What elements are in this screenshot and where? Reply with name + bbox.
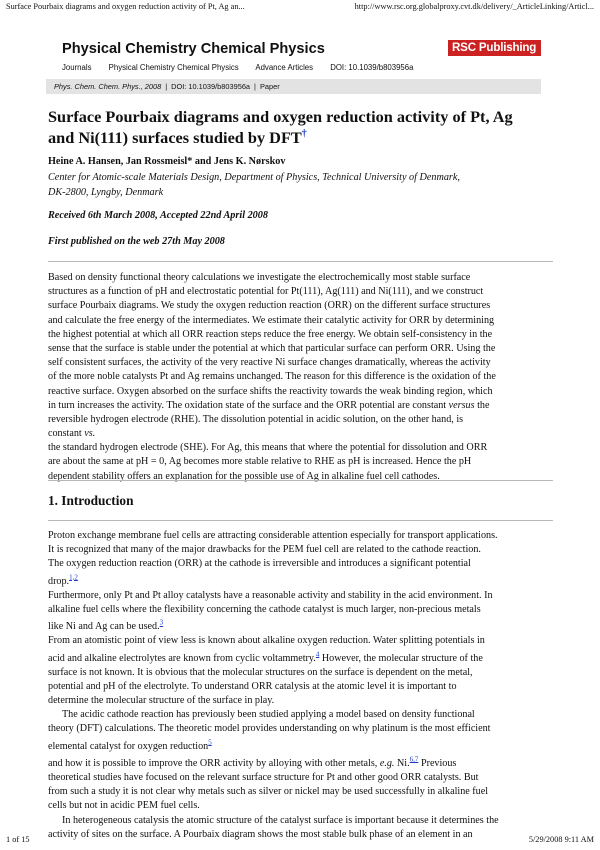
section-heading-introduction: 1. Introduction xyxy=(48,493,134,508)
citation-doi: DOI: 10.1039/b803956a xyxy=(171,82,251,91)
introduction-body xyxy=(48,529,558,842)
journal-title: Physical Chemistry Chemical Physics xyxy=(62,41,325,57)
abstract-line: the standard hydrogen electrode (SHE). For Ag, this means that where the potential for dissolution and ORR xyxy=(48,442,488,454)
body-line: theoretical studies have focused on the relevant surface structure for Pt and other good ORR catalysts. But xyxy=(48,772,479,783)
article-title-line-1: Surface Pourbaix diagrams and oxygen reduction activity of Pt, Ag xyxy=(48,107,513,126)
abstract-line: surface Pourbaix diagrams. We study the oxygen reduction reaction (ORR) on the different surface structures xyxy=(48,300,491,312)
citation-separator: | xyxy=(165,82,168,91)
body-text: Previous xyxy=(418,757,457,769)
constant-word: constant xyxy=(48,428,85,440)
body-line xyxy=(48,572,558,589)
print-header-url: http://www.rsc.org.globalproxy.cvt.dk/delivery/_ArticleLinking/Articl... xyxy=(354,2,594,11)
reference-link-3[interactable]: 3 xyxy=(159,618,164,627)
body-line: The oxygen reduction reaction (ORR) at the cathode is irreversible and introduces a significant potential xyxy=(48,558,471,570)
divider xyxy=(48,480,553,481)
the-word: the xyxy=(477,399,490,411)
body-line xyxy=(48,754,558,771)
affiliation-line-1: Center for Atomic-scale Materials Design, Department of Physics, Technical University of Denmark, xyxy=(48,172,460,183)
reference-link-4[interactable]: 4 xyxy=(315,650,320,659)
vs-word: vs. xyxy=(84,428,96,440)
reference-link-5[interactable]: 5 xyxy=(208,738,212,747)
abstract-line: of the more noble catalysts Pt and Ag remains unchanged. The reason for this difference is the oxidation of the xyxy=(48,371,496,383)
body-line: Proton exchange membrane fuel cells are attracting considerable attention especially for transport applications. xyxy=(48,530,498,541)
versus-word: versus xyxy=(448,399,475,411)
nav-link-advance-articles[interactable]: Advance Articles xyxy=(255,63,314,72)
abstract-line xyxy=(48,399,556,413)
abstract xyxy=(48,271,556,484)
citation-type: Paper xyxy=(259,82,280,91)
abstract-line: Based on density functional theory calculations we investigate the electrochemically most stable surface xyxy=(48,272,471,283)
body-line: potential and pH of the electrolyte. To understand ORR catalysis at the atomic level it is important to xyxy=(48,680,457,692)
body-line: From an atomistic point of view less is known about alkaline oxygen reduction. Water splitting potentials in xyxy=(48,635,485,647)
body-line: alkaline fuel cells where the flexibility concerning the cathode catalyst is much larger, non-precious metals xyxy=(48,603,481,615)
article-title-line-2: and Ni(111) surfaces studied by DFT xyxy=(48,128,302,147)
abstract-line-text: in turn increases the activity. The oxidation state of the surface and the ORR potential are constant xyxy=(48,399,447,411)
body-text: and how it is possible to improve the ORR activity by alloying with other metals, xyxy=(48,757,380,769)
title-footnote-link[interactable]: † xyxy=(301,128,307,140)
author-list: Heine A. Hansen, Jan Rossmeisl* and Jens K. Nørskov xyxy=(48,156,286,167)
nav-link-journals[interactable]: Journals xyxy=(62,63,92,72)
abstract-line xyxy=(48,427,556,441)
article-title xyxy=(48,106,548,148)
received-accepted-dates: Received 6th March 2008, Accepted 22nd April 2008 xyxy=(48,210,268,221)
body-text: like Ni and Ag can be used. xyxy=(48,621,160,633)
body-text: elemental catalyst for oxygen reduction xyxy=(48,740,209,752)
citation-journal-year: Phys. Chem. Chem. Phys., 2008 xyxy=(54,82,162,91)
abstract-line: sense that the surface is stable under the potential at which that particular surface can perform ORR. Using the xyxy=(48,342,496,354)
print-header-title: Surface Pourbaix diagrams and oxygen reduction activity of Pt, Ag an... xyxy=(6,2,245,11)
abstract-line: are about the same at pH = 0, Ag becomes more stable relative to RHE as pH is increased. Hence the pH xyxy=(48,456,472,468)
body-line: The acidic cathode reaction has previously been studied applying a model based on density functional xyxy=(62,709,475,721)
journal-breadcrumb xyxy=(62,63,428,75)
reference-link-6-7[interactable]: 6,7 xyxy=(409,755,419,764)
body-line xyxy=(48,649,558,666)
nav-link-pccp[interactable]: Physical Chemistry Chemical Physics xyxy=(108,63,239,72)
page-count: 1 of 15 xyxy=(6,835,30,844)
eg-word: e.g. xyxy=(379,757,395,769)
abstract-line: dependent stability offers an explanation for the possible use of Ag in alkaline fuel cell cathodes. xyxy=(48,470,440,482)
body-text: However, the molecular structure of the xyxy=(319,652,483,664)
body-text: drop. xyxy=(48,575,70,587)
print-timestamp: 5/29/2008 9:11 AM xyxy=(528,835,594,844)
body-line: surface is not known. It is obvious that the molecular structures on the surface is dependent on the metal, xyxy=(48,666,473,678)
abstract-line: the highest potential at which all ORR reaction steps reduce the free energy. We obtain self-consistency in the xyxy=(48,328,493,340)
nav-link-doi[interactable]: DOI: 10.1039/b803956a xyxy=(330,63,414,72)
abstract-line: structures as a function of pH and electrostatic potential for Pt(111), Ag(111) and Ni(111), and we construct xyxy=(48,286,484,298)
body-line: determine the molecular structure of the surface in play. xyxy=(48,695,275,707)
body-line: Furthermore, only Pt and Pt alloy catalysts have a reasonable activity and stability in the acid environment. In xyxy=(48,589,493,601)
abstract-line: self consistent surfaces, the activity of the very reactive Ni surface changes dramatically, whereas the activity xyxy=(48,357,491,369)
body-line xyxy=(48,737,558,754)
print-header xyxy=(6,2,594,14)
reference-link-1-2[interactable]: 1,2 xyxy=(69,573,78,582)
divider xyxy=(48,520,553,521)
body-text: acid and alkaline electrolytes are known from cyclic voltammetry. xyxy=(48,652,316,664)
body-line: theory (DFT) calculations. The theoretic model provides understanding on why platinum is the most efficient xyxy=(48,723,491,735)
citation-separator: | xyxy=(254,82,256,91)
citation-bar xyxy=(46,79,541,94)
body-line: cells but not in acidic PEM fuel cells. xyxy=(48,800,200,812)
abstract-line: and calculate the free energy of the intermediates. We estimate their catalytic activity for ORR by determining xyxy=(48,314,495,326)
affiliation xyxy=(48,171,558,200)
body-line xyxy=(48,617,558,634)
body-text: Ni. xyxy=(394,757,410,769)
affiliation-line-2: DK-2800, Lyngby, Denmark xyxy=(48,186,164,198)
abstract-line: reactive surface. Oxygen absorbed on the surface shifts the reactivity towards the weak binding region, which xyxy=(48,385,493,397)
published-date: First published on the web 27th May 2008 xyxy=(48,236,225,247)
body-line: from such a study it is not clear why metals such as silver or nickel may be used successfully in alkaline fuel xyxy=(48,786,489,798)
abstract-line: reversible hydrogen electrode (RHE). The dissolution potential in acidic solution, on the other hand, is xyxy=(48,413,464,425)
body-line: It is recognized that many of the major drawbacks for the PEM fuel cell are related to the cathode reaction. xyxy=(48,544,481,556)
divider xyxy=(48,261,553,262)
body-line: activity of sites on the surface. A Pourbaix diagram shows the most stable bulk phase of an element in an xyxy=(48,828,473,840)
print-footer xyxy=(6,835,594,847)
body-line: In heterogeneous catalysis the atomic structure of the catalyst surface is important because it determines the xyxy=(62,814,499,826)
rsc-publishing-logo[interactable]: RSC Publishing xyxy=(448,40,541,56)
